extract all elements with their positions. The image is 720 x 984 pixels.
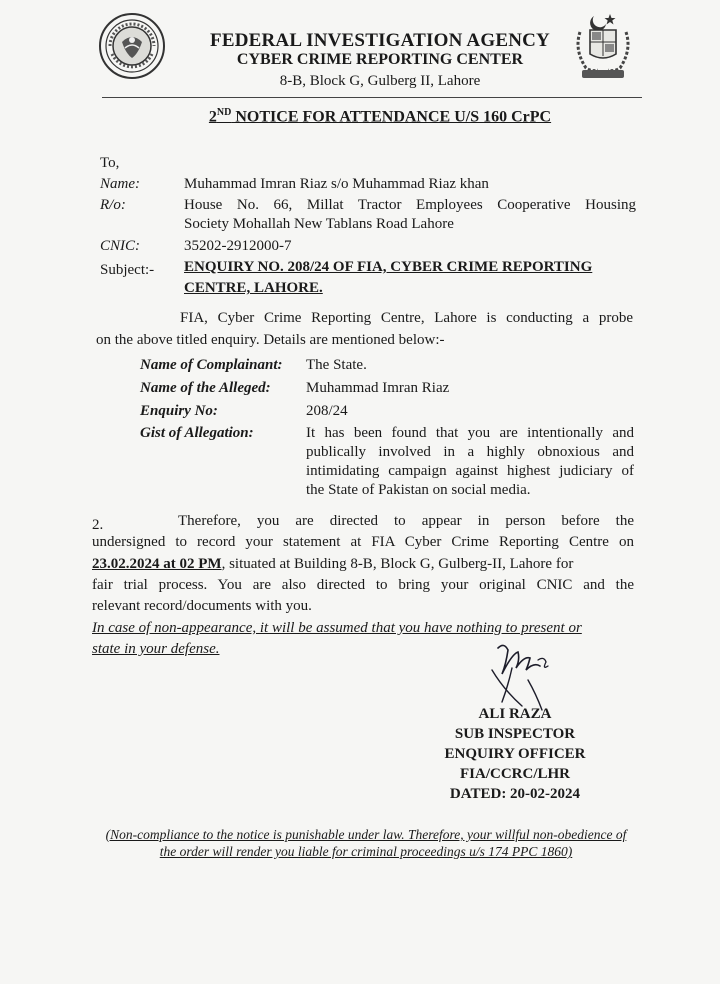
notice-ordinal: 2 — [208, 108, 217, 126]
footer-line2: the order will render you liable for criminal proceedings u/s 174 PPC 1860) — [159, 844, 573, 859]
recipient-address-line1: House No. 66, Millat Tractor Employees Cooperative Housing — [184, 197, 636, 213]
enquiry-value: 208/24 — [306, 403, 348, 419]
center-address: 8-B, Block G, Gulberg II, Lahore — [279, 73, 481, 89]
officer-office: FIA/CCRC/LHR — [459, 766, 570, 782]
officer-role: ENQUIRY OFFICER — [444, 746, 586, 762]
para2-line4: fair trial process. You are also directed to bring your original CNIC and the — [92, 577, 634, 593]
notice-date: DATED: 20-02-2024 — [449, 786, 581, 802]
ro-label: R/o: — [100, 197, 126, 213]
alleged-label: Name of the Alleged: — [140, 380, 271, 396]
recipient-name: Muhammad Imran Riaz s/o Muhammad Riaz khan — [184, 176, 489, 192]
intro-line1: FIA, Cyber Crime Reporting Centre, Lahore is conducting a probe — [180, 310, 633, 326]
complainant-value: The State. — [306, 357, 367, 373]
footer-line1: (Non-compliance to the notice is punishable under law. Therefore, your willful non-obedience of — [105, 827, 627, 842]
cnic-label: CNIC: — [100, 238, 141, 254]
officer-name: ALI RAZA — [478, 706, 552, 722]
agency-name: FEDERAL INVESTIGATION AGENCY — [210, 30, 550, 51]
alleged-value: Muhammad Imran Riaz — [306, 380, 450, 396]
para2-line2: undersigned to record your statement at FIA Cyber Crime Reporting Centre on — [92, 534, 634, 550]
para2-line3 — [92, 555, 634, 574]
notice-title-rest: NOTICE FOR ATTENDANCE U/S 160 CrPC — [231, 108, 552, 126]
notice-ordinal-suffix: ND — [216, 107, 232, 118]
gist-line1: It has been found that you are intentionally and — [306, 425, 634, 441]
gist-line3: intimidating campaign against highest judiciary of — [306, 463, 634, 479]
gist-line2: publically involved in a highly obnoxious and — [306, 444, 634, 460]
gist-label: Gist of Allegation: — [140, 425, 254, 441]
name-label: Name: — [100, 176, 140, 192]
officer-rank: SUB INSPECTOR — [454, 726, 576, 742]
para2-line1: Therefore, you are directed to appear in person before the — [178, 513, 634, 529]
intro-line2: on the above titled enquiry. Details are mentioned below:- — [96, 332, 445, 348]
warning-line2: state in your defense. — [92, 641, 220, 657]
appearance-datetime: 23.02.2024 at 02 PM — [92, 556, 222, 572]
recipient-address-line2: Society Mohallah New Tablans Road Lahore — [184, 216, 454, 232]
gist-line4: the State of Pakistan on social media. — [306, 482, 531, 498]
recipient-cnic: 35202-2912000-7 — [184, 238, 292, 254]
subject-label: Subject:- — [100, 262, 155, 278]
notice-title — [20, 107, 720, 126]
para2-line3-rest: , situated at Building 8-B, Block G, Gulberg-II, Lahore for — [221, 556, 574, 572]
subject-line1: ENQUIRY NO. 208/24 OF FIA, CYBER CRIME REPORTING — [184, 259, 593, 275]
footer-note — [86, 826, 646, 860]
header-divider — [102, 97, 642, 98]
to-label: To, — [100, 155, 120, 171]
subject-line2: CENTRE, LAHORE. — [184, 280, 323, 296]
para2-number: 2. — [92, 517, 104, 533]
signature-block — [420, 704, 610, 804]
para2-line5: relevant record/documents with you. — [92, 598, 312, 614]
warning-line1: In case of non-appearance, it will be assumed that you have nothing to present or — [92, 620, 582, 636]
enquiry-label: Enquiry No: — [140, 403, 218, 419]
complainant-label: Name of Complainant: — [140, 357, 283, 373]
center-name: CYBER CRIME REPORTING CENTER — [236, 51, 524, 68]
